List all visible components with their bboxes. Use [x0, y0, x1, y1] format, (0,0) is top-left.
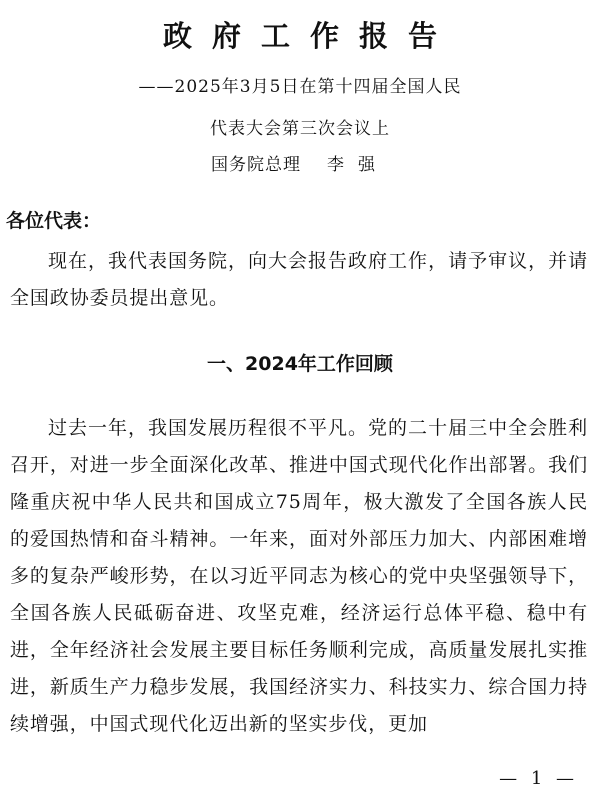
intro-paragraph: 现在，我代表国务院，向大会报告政府工作，请予审议，并请全国政协委员提出意见。 — [10, 250, 588, 309]
document-title: 政府工作报告 — [162, 19, 457, 53]
page-number: — 1 — — [499, 768, 578, 789]
salutation: 各位代表： — [6, 210, 102, 232]
body-paragraph: 过去一年，我国发展历程很不平凡。党的二十届三中全会胜利召开，对进一步全面深化改革、推进中国式现代化作出部署。我们隆重庆祝中华人民共和国成立75周年，极大激发了全国各族人民的爱国热情和奋斗精神。一年来，面对外部压力加大、内部困难增多的复杂严峻形势，在以习近平同志为核心的党中央坚强领导下，全国各族人民砥砺奋进、攻坚克难，经济运行总体平稳、稳中有进，全年经济社会发展主要目标任务顺利完成，高质量发展扎实推进，新质生产力稳步发展，我国经济实力、科技实力、综合国力持续增强，中国式现代化迈出新的坚实步伐，更加 — [10, 417, 588, 735]
subtitle-line-1: ——2025年3月5日在第十四届全国人民 — [138, 77, 462, 97]
section-heading: 一、2024年工作回顾 — [207, 353, 393, 375]
speaker-role: 国务院总理 — [211, 155, 301, 175]
speaker-name: 李强 — [327, 155, 389, 175]
speaker-line — [0, 150, 600, 175]
subtitle-line-2: 代表大会第三次会议上 — [210, 119, 390, 139]
